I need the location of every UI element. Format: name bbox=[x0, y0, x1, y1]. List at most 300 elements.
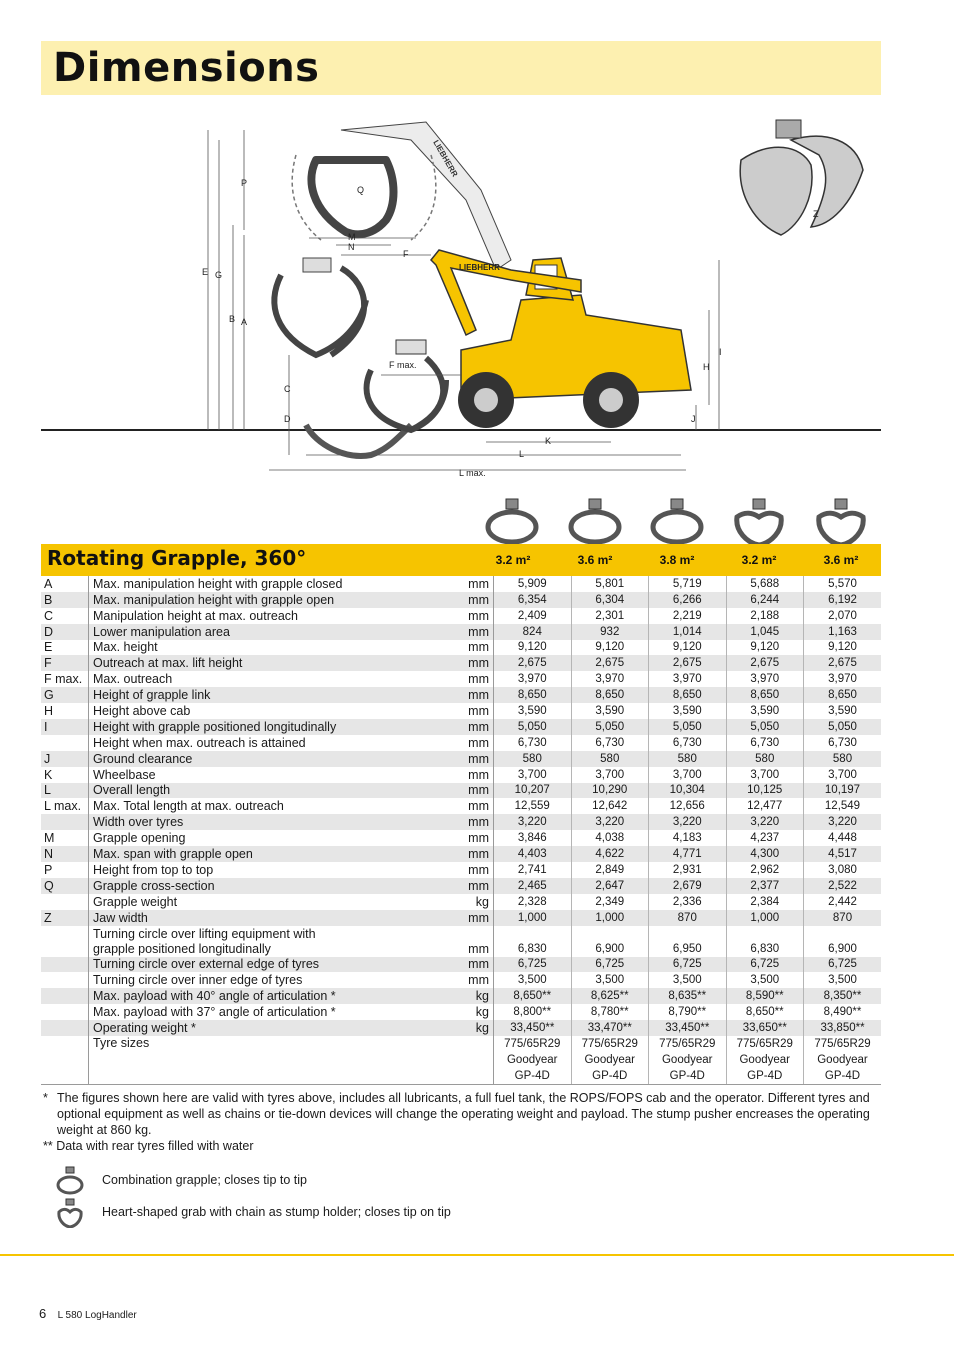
table-row bbox=[41, 972, 881, 988]
description-line: Height when max. outreach is attained bbox=[93, 735, 306, 750]
heart-grab-icon bbox=[55, 1198, 85, 1228]
value-cell: 4,038 bbox=[571, 830, 649, 846]
unit: mm bbox=[441, 878, 494, 894]
table-row bbox=[41, 957, 881, 973]
table-row bbox=[41, 830, 881, 846]
value-cell: 12,477 bbox=[726, 798, 804, 814]
dimension-code bbox=[41, 735, 89, 751]
dim-label-N: N bbox=[348, 242, 355, 252]
page-title: Dimensions bbox=[53, 45, 320, 91]
value-cell: 4,771 bbox=[649, 846, 727, 862]
value-cell: 8,790** bbox=[649, 1004, 727, 1020]
value-cell: 33,850** bbox=[804, 1020, 882, 1036]
description-line: Height of grapple link bbox=[93, 688, 211, 703]
dim-label-A: A bbox=[241, 317, 248, 327]
table-row bbox=[41, 926, 881, 957]
value-cell: 6,730 bbox=[828, 736, 857, 749]
tyre-line: Goodyear bbox=[739, 1054, 790, 1067]
value-cell: 1,045 bbox=[726, 624, 804, 640]
value-cell: 2,931 bbox=[649, 862, 727, 878]
value-cell: 2,328 bbox=[494, 894, 572, 910]
value-cell: 8,650 bbox=[494, 687, 572, 703]
value-cell: 12,656 bbox=[649, 798, 727, 814]
boom-grapple-rotator bbox=[396, 340, 426, 354]
dim-label-B: B bbox=[229, 314, 236, 324]
value-cell: 12,559 bbox=[494, 798, 572, 814]
value-cell: 6,266 bbox=[649, 592, 727, 608]
value-cell: 33,450** bbox=[649, 1020, 727, 1036]
value-cell: 2,522 bbox=[804, 878, 882, 894]
value-cell: 3,590 bbox=[649, 703, 727, 719]
dimension-description bbox=[89, 926, 442, 957]
description-line: Max. span with grapple open bbox=[93, 847, 253, 862]
value-cell: 6,950 bbox=[649, 926, 727, 957]
tyre-line: Goodyear bbox=[817, 1054, 868, 1067]
value-cell: 6,730 bbox=[571, 735, 649, 751]
rear-hub bbox=[599, 388, 623, 412]
value-cell: 870 bbox=[804, 910, 882, 926]
value-cell: 2,377 bbox=[726, 878, 804, 894]
table-row bbox=[41, 719, 881, 735]
dimension-description bbox=[89, 767, 442, 783]
dimension-code: F max. bbox=[41, 671, 89, 687]
value-cell: 3,220 bbox=[804, 814, 882, 830]
value-cell: 3,080 bbox=[828, 863, 857, 876]
value-cell: 8,635** bbox=[649, 988, 727, 1004]
unit: mm bbox=[441, 910, 494, 926]
value-cell: 10,207 bbox=[494, 783, 572, 799]
value-cell: 2,675 bbox=[726, 655, 804, 671]
unit: mm bbox=[441, 624, 494, 640]
dimension-description bbox=[89, 703, 442, 719]
value-cell: 5,719 bbox=[649, 576, 727, 592]
value-cell: 8,650 bbox=[804, 687, 882, 703]
value-cell: 3,220 bbox=[726, 814, 804, 830]
value-cell: 870 bbox=[649, 910, 727, 926]
dimension-description bbox=[89, 1020, 442, 1036]
tyre-line: GP-4D bbox=[824, 1070, 861, 1083]
value-cell: 1,163 bbox=[804, 624, 882, 640]
unit: mm bbox=[441, 767, 494, 783]
description-line: Grapple weight bbox=[93, 894, 178, 909]
dimension-code bbox=[41, 957, 89, 973]
value-cell: 9,120 bbox=[726, 640, 804, 656]
dimension-code: M bbox=[41, 830, 89, 846]
unit: kg bbox=[441, 1004, 494, 1020]
value-cell: 1,014 bbox=[649, 624, 727, 640]
description-line: Ground clearance bbox=[93, 751, 193, 766]
description-line: Tyre sizes bbox=[93, 1036, 150, 1051]
table-row bbox=[41, 846, 881, 862]
value-cell: 2,349 bbox=[571, 894, 649, 910]
value-cell: 3,500 bbox=[494, 972, 572, 988]
dimension-code bbox=[41, 1020, 89, 1036]
value-cell: 3,500 bbox=[649, 972, 727, 988]
value-cell: 10,304 bbox=[649, 783, 727, 799]
value-cell: 3,970 bbox=[726, 671, 804, 687]
jaw-detail bbox=[740, 120, 863, 235]
value-cell: 10,125 bbox=[726, 783, 804, 799]
dim-label-C: C bbox=[284, 384, 291, 394]
page-footer bbox=[39, 1306, 137, 1321]
dimension-code: H bbox=[41, 703, 89, 719]
footnote-star bbox=[43, 1090, 873, 1138]
heart-grab-icon bbox=[813, 495, 869, 547]
description-line: Height with grapple positioned longitudinally bbox=[93, 719, 337, 734]
capacity-label: 3.6 m² bbox=[577, 553, 613, 567]
unit bbox=[441, 1036, 494, 1085]
value-cell: 3,220 bbox=[494, 814, 572, 830]
value-cell: 2,409 bbox=[494, 608, 572, 624]
tyre-cell bbox=[494, 1036, 572, 1085]
value-cell: 580 bbox=[804, 751, 882, 767]
table-row bbox=[41, 910, 881, 926]
description-line: Max. height bbox=[93, 640, 158, 655]
dimension-drawing bbox=[41, 100, 881, 485]
value-cell: 4,237 bbox=[726, 830, 804, 846]
description-line: Turning circle over inner edge of tyres bbox=[93, 973, 303, 988]
value-cell: 3,700 bbox=[828, 768, 857, 781]
value-cell: 2,962 bbox=[726, 862, 804, 878]
value-cell: 8,650 bbox=[571, 687, 649, 703]
value-cell: 6,725 bbox=[494, 957, 572, 973]
description-line: Outreach at max. lift height bbox=[93, 656, 243, 671]
description-line: Max. manipulation height with grapple closed bbox=[93, 576, 343, 591]
dimension-code bbox=[41, 1036, 89, 1085]
left-grapple bbox=[274, 268, 366, 355]
value-cell: 33,650** bbox=[726, 1020, 804, 1036]
specifications-table bbox=[41, 576, 881, 1085]
dimension-code: Z bbox=[41, 910, 89, 926]
dimension-code: C bbox=[41, 608, 89, 624]
value-cell: 8,650 bbox=[726, 687, 804, 703]
tyre-line: 775/65R29 bbox=[504, 1038, 561, 1051]
unit: mm bbox=[441, 576, 494, 592]
capacity-label: 3.8 m² bbox=[659, 553, 695, 567]
description-line: Max. payload with 37° angle of articulation * bbox=[93, 1005, 336, 1020]
tyre-line: 775/65R29 bbox=[659, 1038, 716, 1051]
value-cell: 2,675 bbox=[649, 655, 727, 671]
footnote-star-mark: * bbox=[43, 1091, 48, 1105]
tyre-line: GP-4D bbox=[592, 1070, 628, 1083]
dim-label-E: E bbox=[202, 267, 209, 277]
unit: mm bbox=[441, 703, 494, 719]
value-cell: 3,590 bbox=[828, 705, 857, 718]
value-cell: 3,700 bbox=[649, 767, 727, 783]
value-cell: 2,384 bbox=[726, 894, 804, 910]
grapple-icon-row bbox=[0, 495, 954, 547]
dimension-drawing-svg bbox=[41, 100, 881, 485]
unit: mm bbox=[441, 798, 494, 814]
footnotes bbox=[43, 1090, 873, 1154]
dim-label-P: P bbox=[241, 178, 248, 188]
page-number: 6 bbox=[39, 1306, 47, 1321]
table-row bbox=[41, 1004, 881, 1020]
table-row bbox=[41, 1020, 881, 1036]
dimension-code: B bbox=[41, 592, 89, 608]
value-cell: 1,000 bbox=[571, 910, 649, 926]
unit: mm bbox=[441, 719, 494, 735]
value-cell: 580 bbox=[494, 751, 572, 767]
capacity-label: 3.6 m² bbox=[823, 553, 859, 567]
value-cell: 5,050 bbox=[494, 719, 572, 735]
dimension-description bbox=[89, 957, 442, 973]
value-cell: 10,197 bbox=[804, 783, 882, 799]
description-line: Grapple cross-section bbox=[93, 878, 215, 893]
value-cell: 2,465 bbox=[494, 878, 572, 894]
grapple-legend bbox=[55, 1166, 655, 1230]
value-cell: 6,725 bbox=[571, 957, 649, 973]
dimension-code bbox=[41, 1004, 89, 1020]
dimension-description bbox=[89, 830, 442, 846]
dimension-description bbox=[89, 735, 442, 751]
tyre-cell bbox=[726, 1036, 804, 1085]
description-line: Wheelbase bbox=[93, 767, 156, 782]
unit: mm bbox=[441, 751, 494, 767]
dimension-description bbox=[89, 988, 442, 1004]
legend-text: Heart-shaped grab with chain as stump holder; closes tip on tip bbox=[102, 1205, 451, 1219]
table-row bbox=[41, 671, 881, 687]
value-cell: 6,730 bbox=[494, 735, 572, 751]
table-row bbox=[41, 894, 881, 910]
dim-label-L: L bbox=[519, 449, 525, 459]
tyre-line: Goodyear bbox=[661, 1054, 713, 1067]
legend-item bbox=[55, 1198, 655, 1230]
description-line: Width over tyres bbox=[93, 815, 184, 830]
value-cell: 3,970 bbox=[494, 671, 572, 687]
value-cell: 5,801 bbox=[571, 576, 649, 592]
value-cell: 12,549 bbox=[824, 800, 861, 813]
dimension-description bbox=[89, 608, 442, 624]
value-cell: 3,700 bbox=[571, 767, 649, 783]
table-row bbox=[41, 576, 881, 592]
table-row bbox=[41, 655, 881, 671]
dim-label-Z: Z bbox=[813, 209, 819, 219]
value-cell: 6,192 bbox=[804, 592, 882, 608]
table-row bbox=[41, 862, 881, 878]
dimension-code: F bbox=[41, 655, 89, 671]
document-name: L 580 LogHandler bbox=[57, 1310, 137, 1321]
value-cell: 3,970 bbox=[828, 673, 857, 686]
dimension-code: A bbox=[41, 576, 89, 592]
description-line: Manipulation height at max. outreach bbox=[93, 608, 298, 623]
table-row bbox=[41, 767, 881, 783]
value-cell: 5,050 bbox=[571, 719, 649, 735]
description-line: Height from top to top bbox=[93, 862, 214, 877]
dimension-code: N bbox=[41, 846, 89, 862]
value-cell: 5,909 bbox=[494, 576, 572, 592]
dimension-code: J bbox=[41, 751, 89, 767]
table-row bbox=[41, 592, 881, 608]
value-cell: 33,470** bbox=[571, 1020, 649, 1036]
value-cell: 1,000 bbox=[494, 910, 572, 926]
table-row bbox=[41, 608, 881, 624]
unit: kg bbox=[441, 894, 494, 910]
unit: mm bbox=[441, 735, 494, 751]
combination-grapple-icon bbox=[649, 495, 705, 547]
dimension-code: I bbox=[41, 719, 89, 735]
value-cell: 6,830 bbox=[726, 926, 804, 957]
dim-label-Fmax: F max. bbox=[389, 360, 417, 370]
table-row bbox=[41, 1036, 881, 1085]
table-row bbox=[41, 878, 881, 894]
value-cell: 5,570 bbox=[828, 577, 857, 590]
value-cell: 580 bbox=[726, 751, 804, 767]
dim-label-M: M bbox=[348, 232, 356, 242]
dimension-description bbox=[89, 655, 442, 671]
dimension-code bbox=[41, 972, 89, 988]
value-cell: 4,622 bbox=[571, 846, 649, 862]
unit: mm bbox=[441, 926, 494, 957]
value-cell: 8,350** bbox=[804, 988, 882, 1004]
unit: mm bbox=[441, 862, 494, 878]
unit: mm bbox=[441, 640, 494, 656]
unit: mm bbox=[441, 671, 494, 687]
dimension-description bbox=[89, 846, 442, 862]
value-cell: 8,625** bbox=[571, 988, 649, 1004]
value-cell: 3,700 bbox=[726, 767, 804, 783]
dimension-code: G bbox=[41, 687, 89, 703]
section-title: Rotating Grapple, 360° bbox=[47, 546, 307, 570]
value-cell: 3,500 bbox=[828, 974, 857, 987]
dimension-code: K bbox=[41, 767, 89, 783]
value-cell: 8,800** bbox=[494, 1004, 572, 1020]
unit: mm bbox=[441, 830, 494, 846]
value-cell: 4,403 bbox=[494, 846, 572, 862]
value-cell: 6,354 bbox=[494, 592, 572, 608]
unit: kg bbox=[441, 1020, 494, 1036]
description-line: Turning circle over external edge of tyres bbox=[93, 957, 320, 972]
unit: mm bbox=[441, 846, 494, 862]
section-header bbox=[41, 544, 881, 576]
raised-boom bbox=[341, 122, 511, 270]
unit: mm bbox=[441, 592, 494, 608]
description-line: Overall length bbox=[93, 783, 171, 798]
value-cell: 4,517 bbox=[804, 846, 882, 862]
value-cell: 2,336 bbox=[649, 894, 727, 910]
unit: kg bbox=[441, 988, 494, 1004]
combination-grapple-icon bbox=[484, 495, 540, 547]
value-cell: 3,500 bbox=[571, 972, 649, 988]
value-cell: 2,741 bbox=[494, 862, 572, 878]
value-cell: 2,849 bbox=[571, 862, 649, 878]
dim-label-H: H bbox=[703, 362, 710, 372]
dimension-code bbox=[41, 988, 89, 1004]
value-cell: 2,675 bbox=[494, 655, 572, 671]
unit: mm bbox=[441, 972, 494, 988]
table-row bbox=[41, 798, 881, 814]
value-cell: 2,219 bbox=[649, 608, 727, 624]
value-cell: 3,970 bbox=[649, 671, 727, 687]
description-line: Operating weight * bbox=[93, 1021, 196, 1036]
value-cell: 2,070 bbox=[828, 609, 857, 622]
tyre-line: 775/65R29 bbox=[581, 1038, 638, 1051]
dimension-code: P bbox=[41, 862, 89, 878]
dimension-description bbox=[89, 576, 442, 592]
tyre-line: GP-4D bbox=[514, 1070, 550, 1083]
dimension-description bbox=[89, 862, 442, 878]
description-line: grapple positioned longitudinally bbox=[93, 941, 271, 956]
dimension-code: Q bbox=[41, 878, 89, 894]
unit: mm bbox=[441, 655, 494, 671]
description-line: Lower manipulation area bbox=[93, 624, 230, 639]
boom-brand: LIEBHERR bbox=[459, 263, 500, 272]
table-row bbox=[41, 988, 881, 1004]
value-cell: 6,900 bbox=[828, 942, 857, 955]
capacity-label: 3.2 m² bbox=[495, 553, 531, 567]
value-cell: 2,647 bbox=[571, 878, 649, 894]
description-line: Jaw width bbox=[93, 910, 148, 925]
unit: mm bbox=[441, 783, 494, 799]
description-line: Max. payload with 40° angle of articulation * bbox=[93, 989, 336, 1004]
table-row bbox=[41, 751, 881, 767]
value-cell: 580 bbox=[571, 751, 649, 767]
tyre-line: 775/65R29 bbox=[814, 1038, 871, 1051]
value-cell: 9,120 bbox=[494, 640, 572, 656]
value-cell: 12,642 bbox=[571, 798, 649, 814]
dim-label-F: F bbox=[403, 249, 409, 259]
value-cell: 3,590 bbox=[494, 703, 572, 719]
table-row bbox=[41, 814, 881, 830]
value-cell: 6,900 bbox=[571, 926, 649, 957]
description-line: Grapple opening bbox=[93, 831, 186, 846]
value-cell: 5,050 bbox=[726, 719, 804, 735]
value-cell: 33,450** bbox=[494, 1020, 572, 1036]
dimension-description bbox=[89, 972, 442, 988]
value-cell: 9,120 bbox=[571, 640, 649, 656]
capacity-label: 3.2 m² bbox=[741, 553, 777, 567]
footnote-star-text: The figures shown here are valid with tyres above, includes all lubricants, a full fuel tank, the ROPS/FOPS cab and the operator. Different tyres and optional equipment as well as chains or tie-down devices will change the operating weight and payload. The stump pusher encreases the operating weight at 860 kg. bbox=[57, 1091, 870, 1137]
value-cell: 2,675 bbox=[804, 655, 882, 671]
value-cell: 3,846 bbox=[494, 830, 572, 846]
value-cell: 8,780** bbox=[571, 1004, 649, 1020]
value-cell: 6,725 bbox=[804, 957, 882, 973]
table-row bbox=[41, 687, 881, 703]
value-cell: 4,448 bbox=[828, 832, 857, 845]
value-cell: 8,650** bbox=[726, 1004, 804, 1020]
dimension-description bbox=[89, 624, 442, 640]
table-row bbox=[41, 624, 881, 640]
dimension-description bbox=[89, 592, 442, 608]
dimension-code bbox=[41, 814, 89, 830]
value-cell: 9,120 bbox=[828, 641, 857, 654]
dimension-code: L bbox=[41, 783, 89, 799]
value-cell: 8,590** bbox=[726, 988, 804, 1004]
table-row bbox=[41, 703, 881, 719]
dim-label-Lmax: L max. bbox=[459, 468, 486, 478]
value-cell: 6,725 bbox=[726, 957, 804, 973]
dimension-description bbox=[89, 671, 442, 687]
dimension-code: L max. bbox=[41, 798, 89, 814]
value-cell: 824 bbox=[494, 624, 572, 640]
front-hub bbox=[474, 388, 498, 412]
value-cell: 10,290 bbox=[571, 783, 649, 799]
tyre-cell bbox=[649, 1036, 727, 1085]
value-cell: 2,442 bbox=[828, 895, 857, 908]
dimension-description bbox=[89, 798, 442, 814]
legend-item bbox=[55, 1166, 655, 1198]
unit: mm bbox=[441, 687, 494, 703]
combination-grapple-icon bbox=[55, 1166, 85, 1196]
dimension-description bbox=[89, 687, 442, 703]
value-cell: 3,500 bbox=[726, 972, 804, 988]
value-cell: 6,730 bbox=[726, 735, 804, 751]
value-cell: 4,183 bbox=[649, 830, 727, 846]
value-cell: 6,730 bbox=[649, 735, 727, 751]
value-cell: 5,050 bbox=[649, 719, 727, 735]
tyre-line: Goodyear bbox=[584, 1054, 635, 1067]
dimension-code bbox=[41, 926, 89, 957]
